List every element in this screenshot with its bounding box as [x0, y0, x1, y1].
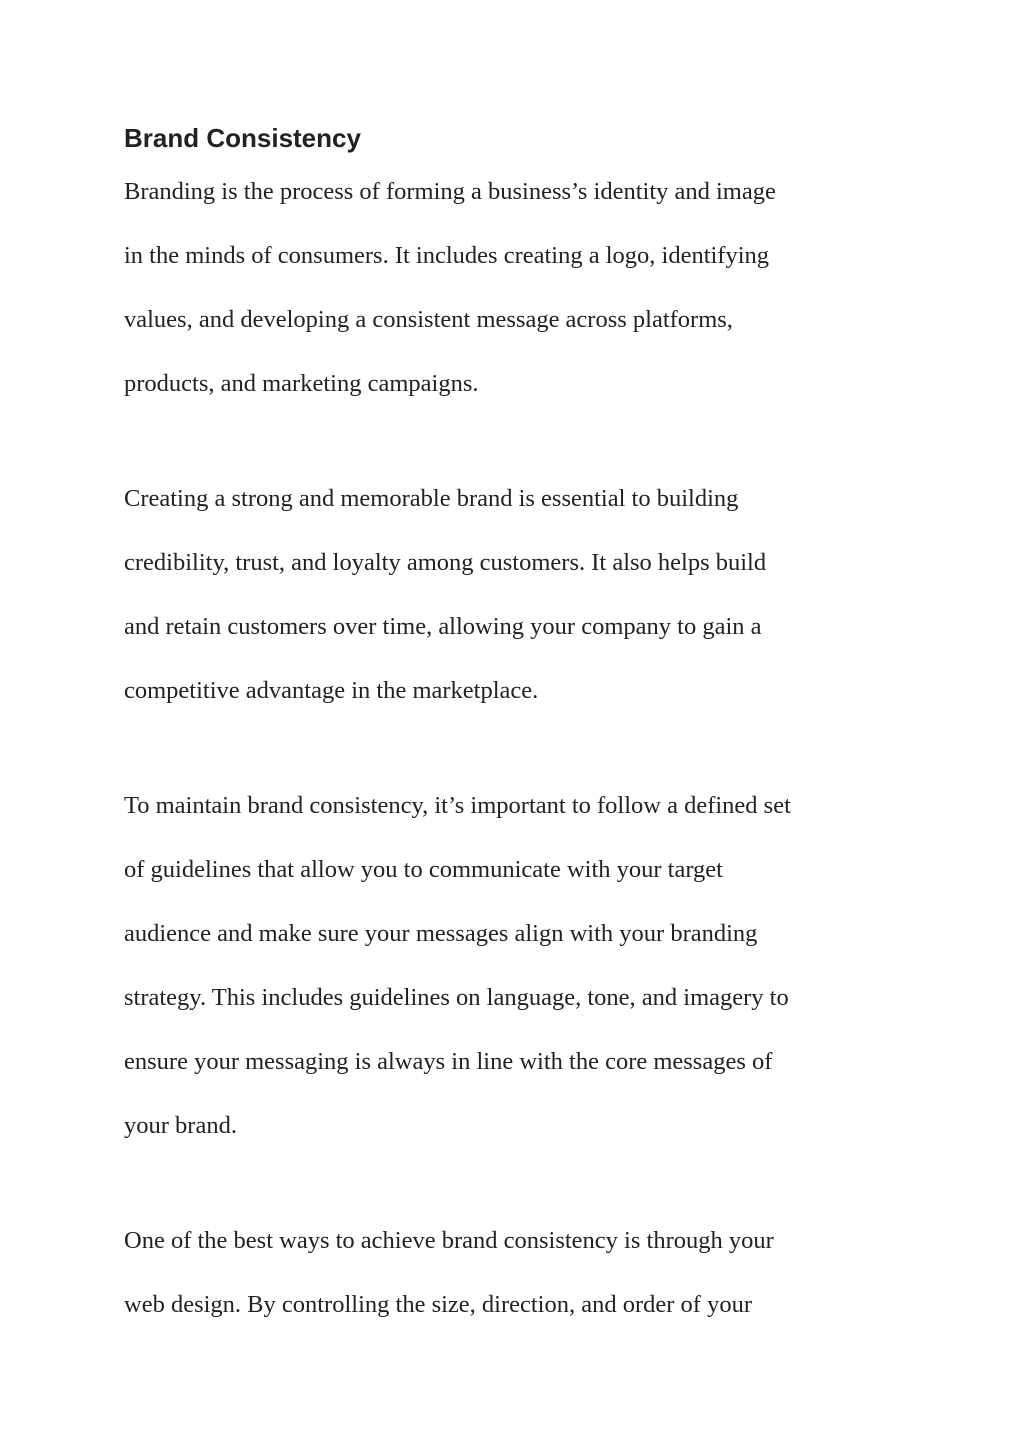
paragraph-1	[124, 160, 924, 416]
paragraph-line: and retain customers over time, allowing your company to gain a	[124, 613, 762, 640]
paragraph-spacer	[124, 723, 924, 774]
paragraph-spacer	[124, 1158, 924, 1209]
paragraph-line: products, and marketing campaigns.	[124, 370, 479, 397]
paragraph-line: of guidelines that allow you to communicate with your target	[124, 856, 723, 883]
document-title: Brand Consistency	[124, 123, 361, 153]
paragraph-line: your brand.	[124, 1112, 237, 1139]
document-page	[124, 118, 924, 1337]
paragraph-line: in the minds of consumers. It includes creating a logo, identifying	[124, 242, 770, 269]
paragraph-line: strategy. This includes guidelines on language, tone, and imagery to	[124, 984, 789, 1011]
paragraph-line: Branding is the process of forming a business’s identity and image	[124, 178, 776, 205]
paragraph-4	[124, 1209, 924, 1337]
paragraph-line: Creating a strong and memorable brand is essential to building	[124, 485, 739, 512]
paragraph-line: One of the best ways to achieve brand consistency is through your	[124, 1227, 774, 1254]
paragraph-2	[124, 467, 924, 723]
paragraph-line: competitive advantage in the marketplace.	[124, 677, 539, 704]
paragraph-3	[124, 774, 924, 1158]
paragraph-spacer	[124, 416, 924, 467]
paragraph-line: ensure your messaging is always in line with the core messages of	[124, 1048, 773, 1075]
paragraph-line: credibility, trust, and loyalty among customers. It also helps build	[124, 549, 767, 576]
paragraph-line: To maintain brand consistency, it’s important to follow a defined set	[124, 792, 791, 819]
paragraph-line: audience and make sure your messages align with your branding	[124, 920, 758, 947]
paragraph-line: web design. By controlling the size, direction, and order of your	[124, 1291, 752, 1318]
paragraph-line: values, and developing a consistent message across platforms,	[124, 306, 733, 333]
